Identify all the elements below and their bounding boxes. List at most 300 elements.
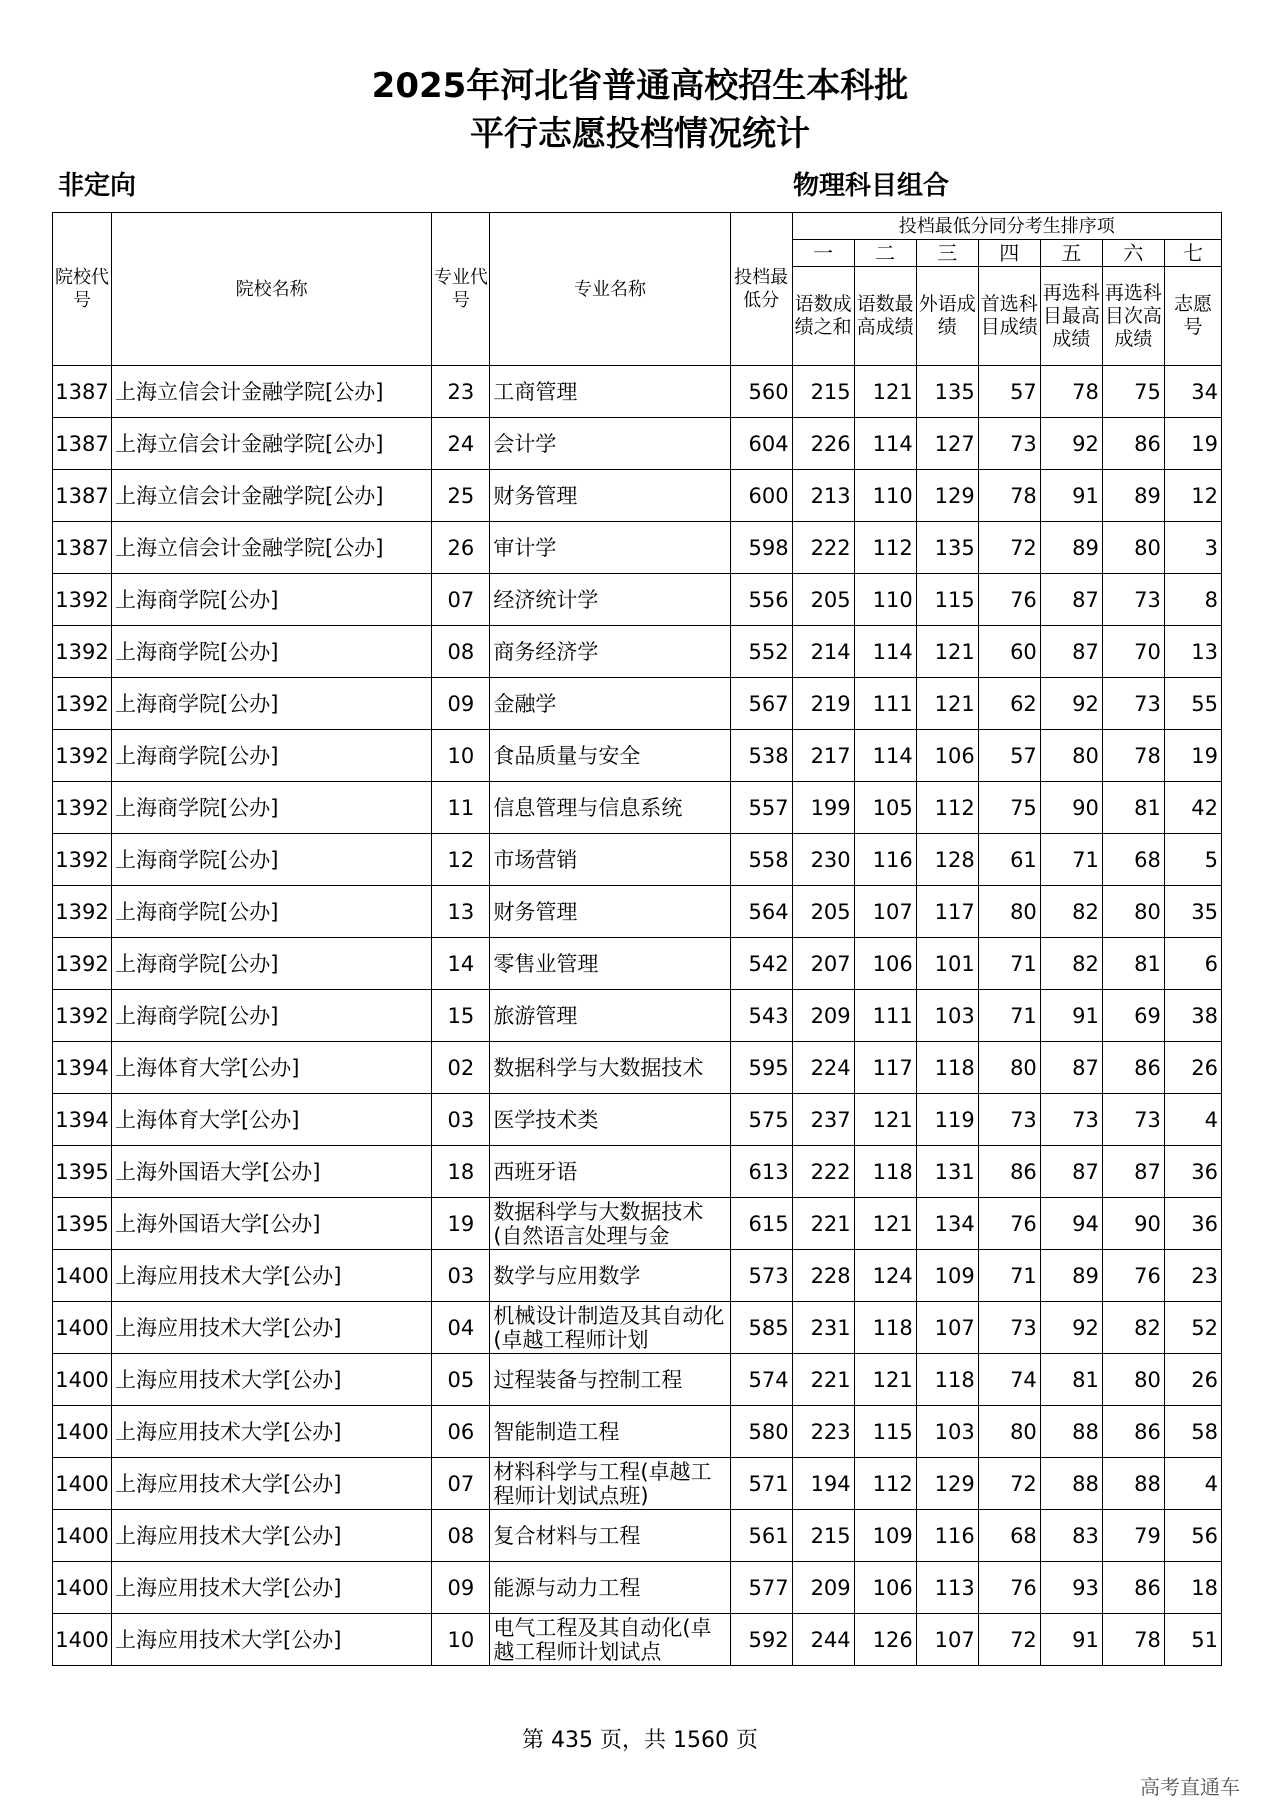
cell-school-name: 上海应用技术大学[公办]	[112, 1406, 432, 1458]
cell-major-code: 15	[432, 990, 490, 1042]
cell-foreign-language: 116	[916, 1510, 978, 1562]
cell-first-subject: 76	[978, 574, 1040, 626]
cell-foreign-language: 127	[916, 418, 978, 470]
cell-school-name: 上海立信会计金融学院[公办]	[112, 366, 432, 418]
cell-preference-no: 19	[1164, 730, 1221, 782]
table-row	[53, 1354, 1222, 1406]
major-name-text: 旅游管理	[493, 1003, 578, 1028]
cell-first-subject: 86	[978, 1146, 1040, 1198]
cell-elective-highest: 92	[1040, 1302, 1102, 1354]
cell-major-name	[490, 418, 730, 470]
cell-foreign-language: 129	[916, 1458, 978, 1510]
table-row	[53, 626, 1222, 678]
cell-chinese-math-sum: 199	[792, 782, 854, 834]
cell-school-name: 上海体育大学[公办]	[112, 1042, 432, 1094]
cell-school-code: 1400	[53, 1406, 112, 1458]
cell-school-code: 1395	[53, 1146, 112, 1198]
cell-major-name	[490, 886, 730, 938]
cell-chinese-math-sum: 226	[792, 418, 854, 470]
cell-preference-no: 3	[1164, 522, 1221, 574]
cell-school-name: 上海商学院[公办]	[112, 834, 432, 886]
cell-min-score: 575	[730, 1094, 792, 1146]
header-label-elective-second: 再选科目次高成绩	[1102, 267, 1164, 366]
cell-elective-second: 86	[1102, 418, 1164, 470]
cell-elective-second: 70	[1102, 626, 1164, 678]
cell-elective-second: 89	[1102, 470, 1164, 522]
cell-chinese-math-sum: 223	[792, 1406, 854, 1458]
cell-school-code: 1400	[53, 1614, 112, 1666]
table-row	[53, 678, 1222, 730]
cell-preference-no: 56	[1164, 1510, 1221, 1562]
cell-preference-no: 36	[1164, 1198, 1221, 1250]
cell-elective-second: 68	[1102, 834, 1164, 886]
cell-foreign-language: 135	[916, 366, 978, 418]
cell-elective-second: 88	[1102, 1458, 1164, 1510]
header-major-code: 专业代号	[432, 213, 490, 366]
cell-major-code: 18	[432, 1146, 490, 1198]
cell-elective-highest: 82	[1040, 886, 1102, 938]
cell-major-code: 26	[432, 522, 490, 574]
header-num-4: 四	[978, 240, 1040, 267]
table-row	[53, 782, 1222, 834]
cell-foreign-language: 103	[916, 1406, 978, 1458]
cell-min-score: 595	[730, 1042, 792, 1094]
table-row	[53, 990, 1222, 1042]
cell-school-name: 上海商学院[公办]	[112, 730, 432, 782]
cell-foreign-language: 112	[916, 782, 978, 834]
cell-min-score: 542	[730, 938, 792, 990]
cell-major-code: 07	[432, 574, 490, 626]
cell-chinese-math-sum: 219	[792, 678, 854, 730]
cell-school-name: 上海外国语大学[公办]	[112, 1198, 432, 1250]
cell-chinese-math-sum: 224	[792, 1042, 854, 1094]
cell-school-name: 上海立信会计金融学院[公办]	[112, 418, 432, 470]
cell-major-code: 04	[432, 1302, 490, 1354]
cell-chinese-math-max: 114	[854, 730, 916, 782]
cell-chinese-math-sum: 214	[792, 626, 854, 678]
table-row	[53, 1042, 1222, 1094]
table-row	[53, 730, 1222, 782]
cell-major-name	[490, 1094, 730, 1146]
cell-school-name: 上海商学院[公办]	[112, 678, 432, 730]
cell-elective-highest: 73	[1040, 1094, 1102, 1146]
page-title-line-1: 2025年河北省普通高校招生本科批	[371, 66, 909, 106]
major-name-text: 电气工程及其自动化(卓越工程师计划试点	[493, 1615, 712, 1664]
cell-elective-second: 90	[1102, 1198, 1164, 1250]
major-name-text: 财务管理	[493, 483, 578, 508]
header-tiebreak-group: 投档最低分同分考生排序项	[792, 213, 1221, 240]
cell-school-code: 1392	[53, 730, 112, 782]
cell-chinese-math-sum: 194	[792, 1458, 854, 1510]
table-row	[53, 1302, 1222, 1354]
subtitle-category: 非定向	[58, 171, 137, 201]
cell-major-name	[490, 1042, 730, 1094]
cell-school-code: 1394	[53, 1042, 112, 1094]
cell-chinese-math-max: 111	[854, 990, 916, 1042]
table-row	[53, 470, 1222, 522]
cell-school-name: 上海立信会计金融学院[公办]	[112, 470, 432, 522]
cell-major-code: 05	[432, 1354, 490, 1406]
cell-chinese-math-sum: 215	[792, 366, 854, 418]
cell-chinese-math-max: 105	[854, 782, 916, 834]
cell-foreign-language: 135	[916, 522, 978, 574]
cell-min-score: 585	[730, 1302, 792, 1354]
cell-major-code: 13	[432, 886, 490, 938]
cell-preference-no: 23	[1164, 1250, 1221, 1302]
cell-preference-no: 8	[1164, 574, 1221, 626]
header-school-code: 院校代号	[53, 213, 112, 366]
table-row	[53, 1094, 1222, 1146]
cell-first-subject: 80	[978, 1042, 1040, 1094]
cell-major-code: 23	[432, 366, 490, 418]
cell-chinese-math-sum: 205	[792, 574, 854, 626]
major-name-text: 财务管理	[493, 899, 578, 924]
major-name-text: 数学与应用数学	[493, 1263, 641, 1288]
cell-school-code: 1400	[53, 1302, 112, 1354]
cell-major-name	[490, 1302, 730, 1354]
header-num-2: 二	[854, 240, 916, 267]
cell-major-name	[490, 1562, 730, 1614]
cell-major-name	[490, 678, 730, 730]
cell-elective-highest: 89	[1040, 522, 1102, 574]
cell-first-subject: 72	[978, 1458, 1040, 1510]
cell-foreign-language: 118	[916, 1354, 978, 1406]
cell-elective-highest: 87	[1040, 1042, 1102, 1094]
cell-preference-no: 5	[1164, 834, 1221, 886]
cell-major-code: 02	[432, 1042, 490, 1094]
table-row	[53, 1406, 1222, 1458]
cell-school-name: 上海应用技术大学[公办]	[112, 1250, 432, 1302]
cell-first-subject: 68	[978, 1510, 1040, 1562]
cell-chinese-math-max: 116	[854, 834, 916, 886]
major-name-text: 市场营销	[493, 847, 578, 872]
header-label-first-subject: 首选科目成绩	[978, 267, 1040, 366]
cell-chinese-math-max: 114	[854, 626, 916, 678]
cell-first-subject: 72	[978, 1614, 1040, 1666]
cell-chinese-math-sum: 205	[792, 886, 854, 938]
cell-chinese-math-max: 124	[854, 1250, 916, 1302]
cell-min-score: 573	[730, 1250, 792, 1302]
cell-elective-highest: 87	[1040, 1146, 1102, 1198]
cell-school-name: 上海商学院[公办]	[112, 782, 432, 834]
cell-elective-highest: 88	[1040, 1458, 1102, 1510]
cell-preference-no: 52	[1164, 1302, 1221, 1354]
cell-school-name: 上海应用技术大学[公办]	[112, 1354, 432, 1406]
cell-chinese-math-sum: 237	[792, 1094, 854, 1146]
cell-major-name	[490, 574, 730, 626]
cell-school-name: 上海应用技术大学[公办]	[112, 1510, 432, 1562]
cell-major-code: 07	[432, 1458, 490, 1510]
cell-elective-second: 73	[1102, 574, 1164, 626]
cell-first-subject: 76	[978, 1198, 1040, 1250]
cell-foreign-language: 129	[916, 470, 978, 522]
cell-preference-no: 38	[1164, 990, 1221, 1042]
cell-major-code: 06	[432, 1406, 490, 1458]
cell-first-subject: 73	[978, 1302, 1040, 1354]
major-name-text: 过程装备与控制工程	[493, 1367, 683, 1392]
cell-elective-second: 86	[1102, 1042, 1164, 1094]
cell-elective-highest: 90	[1040, 782, 1102, 834]
cell-foreign-language: 134	[916, 1198, 978, 1250]
cell-elective-second: 75	[1102, 366, 1164, 418]
header-label-chinese-math-sum: 语数成绩之和	[792, 267, 854, 366]
cell-foreign-language: 128	[916, 834, 978, 886]
cell-elective-second: 80	[1102, 522, 1164, 574]
cell-min-score: 556	[730, 574, 792, 626]
cell-min-score: 604	[730, 418, 792, 470]
cell-foreign-language: 107	[916, 1614, 978, 1666]
cell-elective-second: 86	[1102, 1562, 1164, 1614]
cell-school-code: 1394	[53, 1094, 112, 1146]
cell-foreign-language: 131	[916, 1146, 978, 1198]
cell-foreign-language: 118	[916, 1042, 978, 1094]
subtitle-subject-combo: 物理科目组合	[793, 171, 950, 201]
cell-min-score: 557	[730, 782, 792, 834]
cell-foreign-language: 121	[916, 626, 978, 678]
cell-major-name	[490, 1614, 730, 1666]
table-row	[53, 1510, 1222, 1562]
page-footer: 第 435 页，共 1560 页	[522, 1728, 758, 1753]
cell-min-score: 543	[730, 990, 792, 1042]
cell-chinese-math-max: 111	[854, 678, 916, 730]
table-row	[53, 886, 1222, 938]
major-name-text: 工商管理	[493, 379, 578, 404]
cell-elective-highest: 89	[1040, 1250, 1102, 1302]
cell-preference-no: 6	[1164, 938, 1221, 990]
cell-first-subject: 72	[978, 522, 1040, 574]
cell-chinese-math-max: 106	[854, 1562, 916, 1614]
header-label-preference-no: 志愿号	[1164, 267, 1221, 366]
cell-first-subject: 61	[978, 834, 1040, 886]
cell-school-code: 1400	[53, 1458, 112, 1510]
cell-elective-highest: 93	[1040, 1562, 1102, 1614]
cell-elective-highest: 92	[1040, 678, 1102, 730]
cell-first-subject: 73	[978, 418, 1040, 470]
major-name-text: 审计学	[493, 535, 557, 560]
cell-major-name	[490, 834, 730, 886]
cell-min-score: 538	[730, 730, 792, 782]
major-name-text: 金融学	[493, 691, 557, 716]
header-label-foreign-language: 外语成绩	[916, 267, 978, 366]
cell-major-name	[490, 990, 730, 1042]
header-min-score: 投档最低分	[730, 213, 792, 366]
cell-chinese-math-sum: 221	[792, 1354, 854, 1406]
cell-elective-highest: 78	[1040, 366, 1102, 418]
cell-school-code: 1387	[53, 418, 112, 470]
cell-elective-highest: 83	[1040, 1510, 1102, 1562]
cell-chinese-math-max: 121	[854, 1198, 916, 1250]
cell-elective-second: 79	[1102, 1510, 1164, 1562]
cell-major-name	[490, 782, 730, 834]
header-num-1: 一	[792, 240, 854, 267]
cell-major-code: 25	[432, 470, 490, 522]
major-name-text: 会计学	[493, 431, 557, 456]
cell-min-score: 564	[730, 886, 792, 938]
watermark: 高考直通车	[1140, 1775, 1240, 1799]
cell-major-name	[490, 1406, 730, 1458]
cell-elective-second: 69	[1102, 990, 1164, 1042]
cell-chinese-math-sum: 209	[792, 1562, 854, 1614]
cell-elective-highest: 80	[1040, 730, 1102, 782]
cell-major-name	[490, 1250, 730, 1302]
cell-chinese-math-max: 121	[854, 366, 916, 418]
cell-major-code: 08	[432, 1510, 490, 1562]
cell-major-code: 09	[432, 1562, 490, 1614]
cell-first-subject: 73	[978, 1094, 1040, 1146]
cell-major-code: 03	[432, 1250, 490, 1302]
cell-min-score: 613	[730, 1146, 792, 1198]
cell-school-name: 上海应用技术大学[公办]	[112, 1562, 432, 1614]
cell-major-name	[490, 470, 730, 522]
major-name-text: 复合材料与工程	[493, 1523, 641, 1548]
cell-first-subject: 57	[978, 730, 1040, 782]
cell-min-score: 600	[730, 470, 792, 522]
cell-foreign-language: 121	[916, 678, 978, 730]
cell-school-name: 上海应用技术大学[公办]	[112, 1302, 432, 1354]
major-name-text: 医学技术类	[493, 1107, 599, 1132]
cell-chinese-math-max: 115	[854, 1406, 916, 1458]
cell-chinese-math-sum: 230	[792, 834, 854, 886]
table-row	[53, 1198, 1222, 1250]
cell-elective-second: 82	[1102, 1302, 1164, 1354]
cell-elective-second: 73	[1102, 1094, 1164, 1146]
cell-elective-second: 81	[1102, 938, 1164, 990]
cell-preference-no: 55	[1164, 678, 1221, 730]
cell-elective-second: 86	[1102, 1406, 1164, 1458]
cell-school-code: 1392	[53, 938, 112, 990]
cell-min-score: 558	[730, 834, 792, 886]
cell-chinese-math-sum: 222	[792, 522, 854, 574]
cell-major-code: 11	[432, 782, 490, 834]
cell-elective-highest: 92	[1040, 418, 1102, 470]
cell-first-subject: 60	[978, 626, 1040, 678]
cell-first-subject: 78	[978, 470, 1040, 522]
header-num-6: 六	[1102, 240, 1164, 267]
cell-elective-highest: 88	[1040, 1406, 1102, 1458]
cell-school-name: 上海立信会计金融学院[公办]	[112, 522, 432, 574]
cell-chinese-math-max: 118	[854, 1302, 916, 1354]
page-title-line-2: 平行志愿投档情况统计	[470, 114, 810, 154]
cell-first-subject: 76	[978, 1562, 1040, 1614]
cell-min-score: 580	[730, 1406, 792, 1458]
table-row	[53, 1458, 1222, 1510]
cell-chinese-math-sum: 209	[792, 990, 854, 1042]
cell-school-code: 1387	[53, 470, 112, 522]
cell-elective-highest: 94	[1040, 1198, 1102, 1250]
cell-chinese-math-max: 126	[854, 1614, 916, 1666]
cell-chinese-math-sum: 222	[792, 1146, 854, 1198]
cell-preference-no: 12	[1164, 470, 1221, 522]
cell-major-code: 08	[432, 626, 490, 678]
header-num-3: 三	[916, 240, 978, 267]
cell-first-subject: 80	[978, 886, 1040, 938]
cell-major-code: 09	[432, 678, 490, 730]
table-row	[53, 1562, 1222, 1614]
cell-school-code: 1395	[53, 1198, 112, 1250]
cell-min-score: 598	[730, 522, 792, 574]
cell-preference-no: 51	[1164, 1614, 1221, 1666]
cell-school-code: 1387	[53, 366, 112, 418]
cell-foreign-language: 119	[916, 1094, 978, 1146]
cell-elective-second: 73	[1102, 678, 1164, 730]
table-row	[53, 834, 1222, 886]
cell-major-code: 14	[432, 938, 490, 990]
cell-preference-no: 13	[1164, 626, 1221, 678]
cell-school-code: 1392	[53, 990, 112, 1042]
cell-elective-highest: 87	[1040, 574, 1102, 626]
cell-chinese-math-sum: 228	[792, 1250, 854, 1302]
cell-major-code: 10	[432, 1614, 490, 1666]
cell-foreign-language: 106	[916, 730, 978, 782]
cell-min-score: 567	[730, 678, 792, 730]
cell-preference-no: 42	[1164, 782, 1221, 834]
cell-first-subject: 57	[978, 366, 1040, 418]
cell-foreign-language: 103	[916, 990, 978, 1042]
header-num-5: 五	[1040, 240, 1102, 267]
table-row	[53, 366, 1222, 418]
cell-chinese-math-max: 121	[854, 1354, 916, 1406]
table-row	[53, 1614, 1222, 1666]
cell-school-name: 上海商学院[公办]	[112, 938, 432, 990]
cell-school-name: 上海商学院[公办]	[112, 886, 432, 938]
cell-preference-no: 36	[1164, 1146, 1221, 1198]
cell-chinese-math-max: 110	[854, 574, 916, 626]
cell-school-name: 上海外国语大学[公办]	[112, 1146, 432, 1198]
cell-elective-highest: 81	[1040, 1354, 1102, 1406]
cell-min-score: 615	[730, 1198, 792, 1250]
cell-chinese-math-max: 112	[854, 1458, 916, 1510]
cell-major-code: 19	[432, 1198, 490, 1250]
cell-major-name	[490, 1146, 730, 1198]
cell-school-name: 上海商学院[公办]	[112, 626, 432, 678]
cell-school-name: 上海商学院[公办]	[112, 990, 432, 1042]
cell-first-subject: 80	[978, 1406, 1040, 1458]
cell-major-name	[490, 522, 730, 574]
table-row	[53, 1250, 1222, 1302]
major-name-text: 材料科学与工程(卓越工程师计划试点班)	[493, 1459, 712, 1508]
cell-major-code: 10	[432, 730, 490, 782]
cell-major-code: 24	[432, 418, 490, 470]
major-name-text: 零售业管理	[493, 951, 599, 976]
cell-first-subject: 62	[978, 678, 1040, 730]
cell-major-name	[490, 1458, 730, 1510]
cell-foreign-language: 115	[916, 574, 978, 626]
table-row	[53, 938, 1222, 990]
cell-school-code: 1400	[53, 1250, 112, 1302]
major-name-text: 经济统计学	[493, 587, 599, 612]
cell-foreign-language: 109	[916, 1250, 978, 1302]
cell-foreign-language: 101	[916, 938, 978, 990]
header-major-name: 专业名称	[490, 213, 730, 366]
cell-major-code: 12	[432, 834, 490, 886]
cell-foreign-language: 113	[916, 1562, 978, 1614]
cell-school-code: 1400	[53, 1562, 112, 1614]
cell-preference-no: 34	[1164, 366, 1221, 418]
header-label-chinese-math-max: 语数最高成绩	[854, 267, 916, 366]
cell-preference-no: 19	[1164, 418, 1221, 470]
cell-school-code: 1392	[53, 782, 112, 834]
cell-first-subject: 71	[978, 990, 1040, 1042]
cell-elective-second: 80	[1102, 886, 1164, 938]
cell-chinese-math-max: 121	[854, 1094, 916, 1146]
cell-major-name	[490, 626, 730, 678]
cell-elective-second: 78	[1102, 1614, 1164, 1666]
cell-chinese-math-sum: 207	[792, 938, 854, 990]
cell-chinese-math-max: 106	[854, 938, 916, 990]
major-name-text: 商务经济学	[493, 639, 599, 664]
table-row	[53, 418, 1222, 470]
major-name-text: 能源与动力工程	[493, 1575, 641, 1600]
